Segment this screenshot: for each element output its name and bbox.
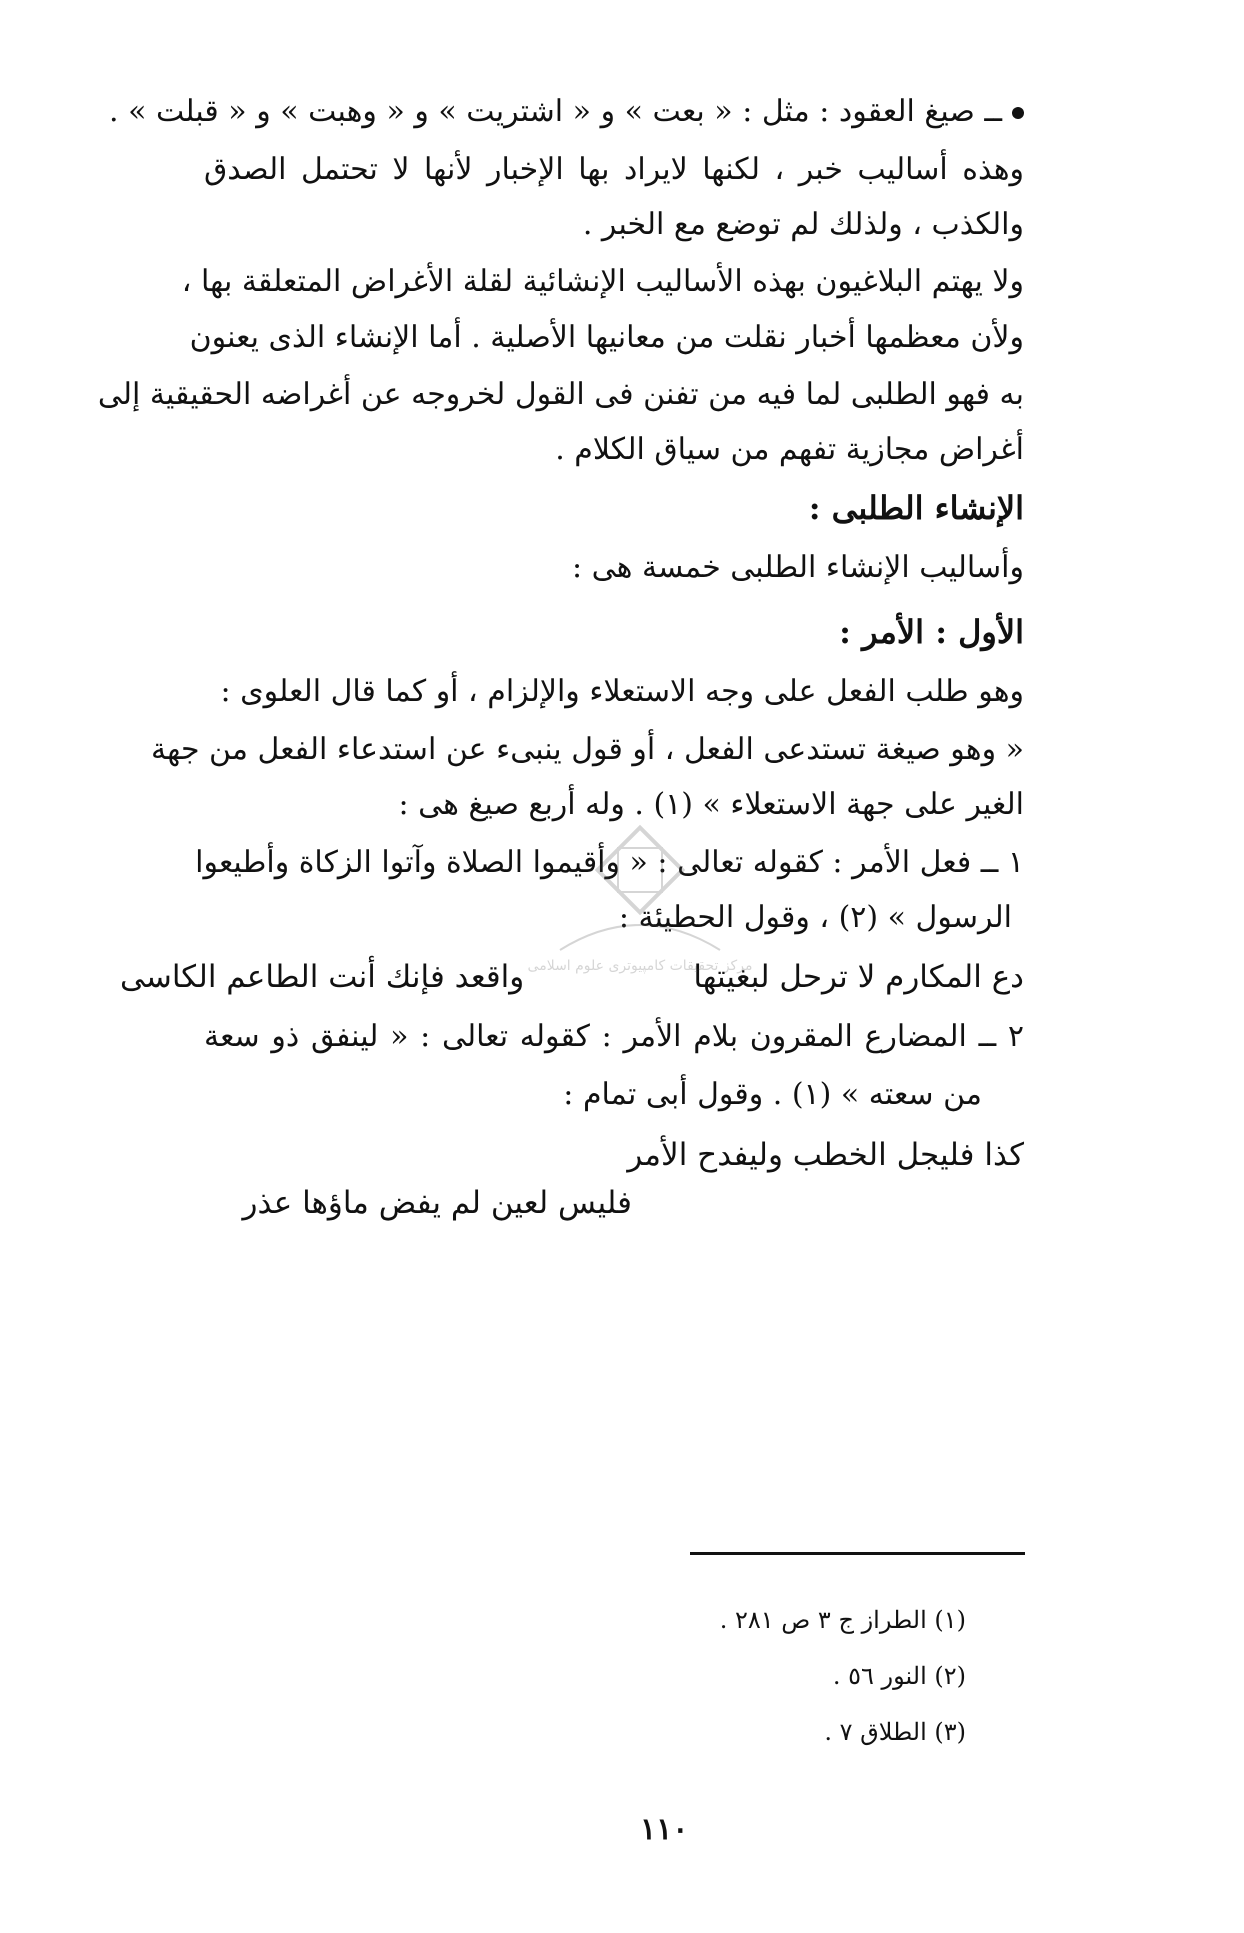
text-line-2: وهذه أساليب خبر ، لكنها لايراد بها الإخبار لأنها لا تحتمل الصدق: [204, 152, 1024, 187]
text-line-1-content: صيغ العقود : مثل : « بعت » و « اشتريت » و « وهبت » و « قبلت » .: [109, 94, 975, 129]
stamp-arc: [560, 925, 720, 950]
text-line-15: من سعته » (١) . وقول أبى تمام :: [563, 1077, 982, 1112]
text-line-10: « وهو صيغة تستدعى الفعل ، أو قول ينبىء عن استدعاء الفعل من جهة: [151, 732, 1024, 767]
text-line-14: ٢ ــ المضارع المقرون بلام الأمر : كقوله تعالى : « لينفق ذو سعة: [204, 1019, 1024, 1054]
page-number: ١١٠: [640, 1812, 689, 1847]
section-heading-amr: الأول : الأمر :: [839, 613, 1024, 651]
footnote-3: (٣) الطلاق ٧ .: [824, 1718, 966, 1746]
text-line-11: الغير على جهة الاستعلاء » (١) . وله أربع صيغ هى :: [398, 787, 1024, 822]
text-line-6: به فهو الطلبى لما فيه من تفنن فى القول لخروجه عن أغراضه الحقيقية إلى: [97, 377, 1024, 412]
text-line-8: وأساليب الإنشاء الطلبى خمسة هى :: [572, 550, 1024, 585]
stamp-label: مركز تحقيقات كامپيوترى علوم اسلامى: [527, 958, 753, 974]
verse-1-second-hemistich: واقعد فإنك أنت الطاعم الكاسى: [120, 959, 525, 995]
text-line-12: ١ ــ فعل الأمر : كقوله تعالى : « وأقيموا الصلاة وآتوا الزكاة وأطيعوا: [195, 845, 1024, 880]
footnote-1: (١) الطراز ج ٣ ص ٢٨١ .: [719, 1606, 966, 1634]
text-line-1: ــ صيغ العقود : مثل : « بعت » و « اشتريت » و « وهبت » و « قبلت » .: [204, 92, 1024, 132]
text-line-9: وهو طلب الفعل على وجه الاستعلاء والإلزام ، أو كما قال العلوى :: [220, 674, 1024, 709]
text-line-7: أغراض مجازية تفهم من سياق الكلام .: [555, 432, 1024, 467]
verse-2-first-hemistich: كذا فليجل الخطب وليفدح الأمر: [627, 1137, 1024, 1173]
text-line-5: ولأن معظمها أخبار نقلت من معانيها الأصلية . أما الإنشاء الذى يعنون: [189, 320, 1024, 355]
footnote-2: (٢) النور ٥٦ .: [832, 1662, 966, 1690]
section-heading-talabi: الإنشاء الطلبى :: [808, 489, 1024, 527]
verse-2-second-hemistich: فليس لعين لم يفض ماؤها عذر: [242, 1185, 632, 1221]
stamp-inner-square: [618, 848, 662, 892]
stamp-diamond-shape: [598, 828, 683, 913]
text-line-4: ولا يهتم البلاغيون بهذه الأساليب الإنشائية لقلة الأغراض المتعلقة بها ،: [181, 264, 1024, 299]
bullet-icon: [1012, 107, 1024, 119]
text-line-13: الرسول » (٢) ، وقول الحطيئة :: [618, 900, 1012, 935]
text-line-3: والكذب ، ولذلك لم توضع مع الخبر .: [582, 207, 1024, 242]
library-watermark-stamp: [527, 830, 753, 980]
footnote-separator: [690, 1552, 1025, 1555]
verse-1-first-hemistich: دع المكارم لا ترحل لبغيتها: [693, 959, 1024, 995]
